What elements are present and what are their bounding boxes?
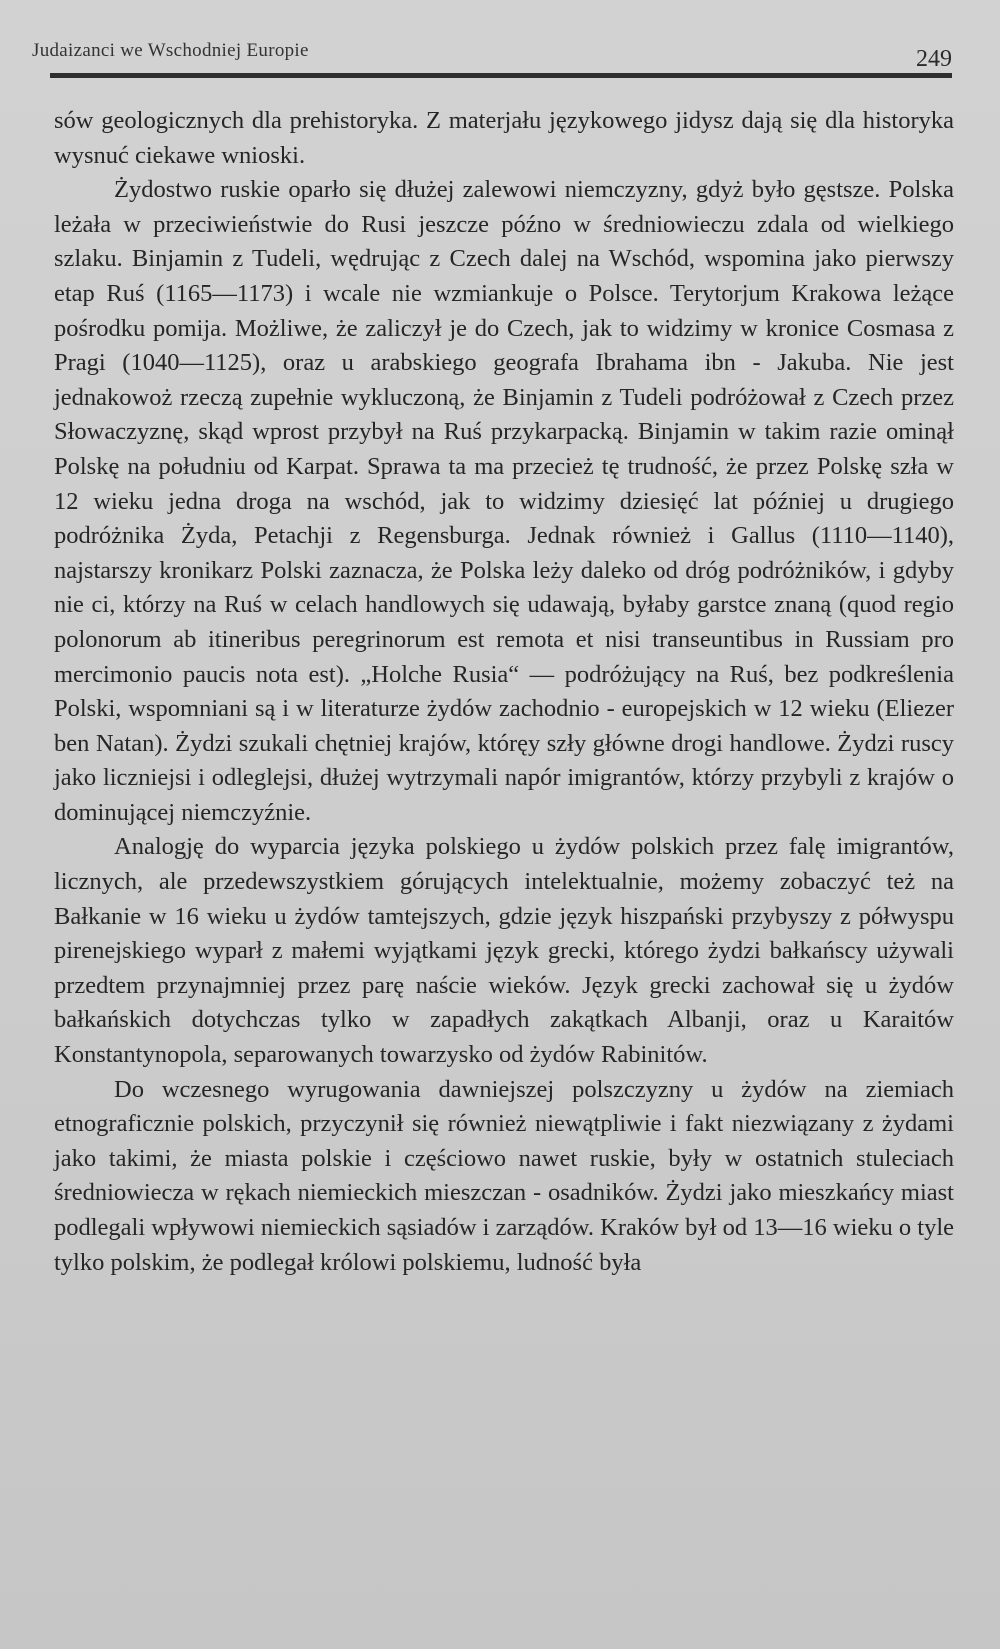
body-text	[54, 104, 954, 1280]
paragraph-german-towns: Do wczesnego wyrugowania dawniejszej polszczyzny u żydów na ziemiach etnograficznie polskich, przyczynił się również niewątpliwie i fakt niezwiązany z żydami jako takimi, że miasta polskie i częściowo nawet ruskie, były w ostatnich stuleciach średniowiecza w rękach niemieckich mieszczan - osadników. Żydzi jako mieszkańcy miast podlegali wpływowi niemieckich sąsiadów i zarządów. Kraków był od 13—16 wieku o tyle tylko polskim, że podlegał królowi polskiemu, ludność była	[54, 1075, 954, 1276]
paragraph-continued: sów geologicznych dla prehistoryka. Z materjału językowego jidysz dają się dla historyka wysnuć ciekawe wnioski.	[54, 107, 954, 169]
page-number: 249	[916, 46, 952, 72]
paragraph-balkan-analogy: Analogję do wyparcia języka polskiego u żydów polskich przez falę imigrantów, licznych, ale przedewszystkiem górujących intelektualnie, możemy zobaczyć też na Bałkanie w 16 wieku u żydów tamtejszych, gdzie język hiszpański przybyszy z półwyspu pirenejskiego wyparł z małemi wyjątkami język grecki, którego żydzi bałkańscy używali przedtem przynajmniej przez parę naście wieków. Język grecki zachował się u żydów bałkańskich dotychczas tylko w zapadłych zakątkach Albanji, oraz u Karaitów Konstantynopola, separowanych towarzysko od żydów Rabinitów.	[54, 833, 954, 1069]
paragraph-ruthenian-jewry: Żydostwo ruskie oparło się dłużej zalewowi niemczyzny, gdyż było gęstsze. Polska leżała w przeciwieństwie do Rusi jeszcze późno w średniowieczu zdala od wielkiego szlaku. Binjamin z Tudeli, wędrując z Czech dalej na Wschód, wspomina jako pierwszy etap Ruś (1165—1173) i wcale nie wzmiankuje o Polsce. Terytorjum Krakowa leżące pośrodku pomija. Możliwe, że zaliczył je do Czech, jak to widzimy w kronice Cosmasa z Pragi (1040—1125), oraz u arabskiego geografa Ibrahama ibn - Jakuba. Nie jest jednakowoż rzeczą zupełnie wykluczoną, że Binjamin z Tudeli podróżował z Czech przez Słowaczyznę, skąd wprost przybył na Ruś przykarpacką. Binjamin w takim razie ominął Polskę na południu od Karpat. Sprawa ta ma przecież tę trudność, że przez Polskę szła w 12 wieku jedna droga na wschód, jak to widzimy dziesięć lat później u drugiego podróżnika Żyda, Petachji z Regensburga. Jednak również i Gallus (1110—1140), najstarszy kronikarz Polski zaznacza, że Polska leży daleko od dróg podróżników, i gdyby nie ci, którzy na Ruś w celach handlowych się udawają, byłaby garstce znaną (quod regio polonorum ab itineribus peregrinorum est remota et nisi transeuntibus in Russiam pro mercimonio paucis nota est). „Holche Rusia“ — podróżujący na Ruś, bez podkreślenia Polski, wspomniani są i w literaturze żydów zachodnio - europejskich w 12 wieku (Eliezer ben Natan). Żydzi szukali chętniej krajów, któręy szły główne drogi handlowe. Żydzi ruscy jako liczniejsi i odleglejsi, dłużej wytrzymali napór imigrantów, którzy przybyli z krajów o dominującej niemczyźnie.	[54, 176, 954, 826]
header-rule	[50, 73, 952, 78]
running-head: Judaizanci we Wschodniej Europie	[32, 40, 309, 61]
